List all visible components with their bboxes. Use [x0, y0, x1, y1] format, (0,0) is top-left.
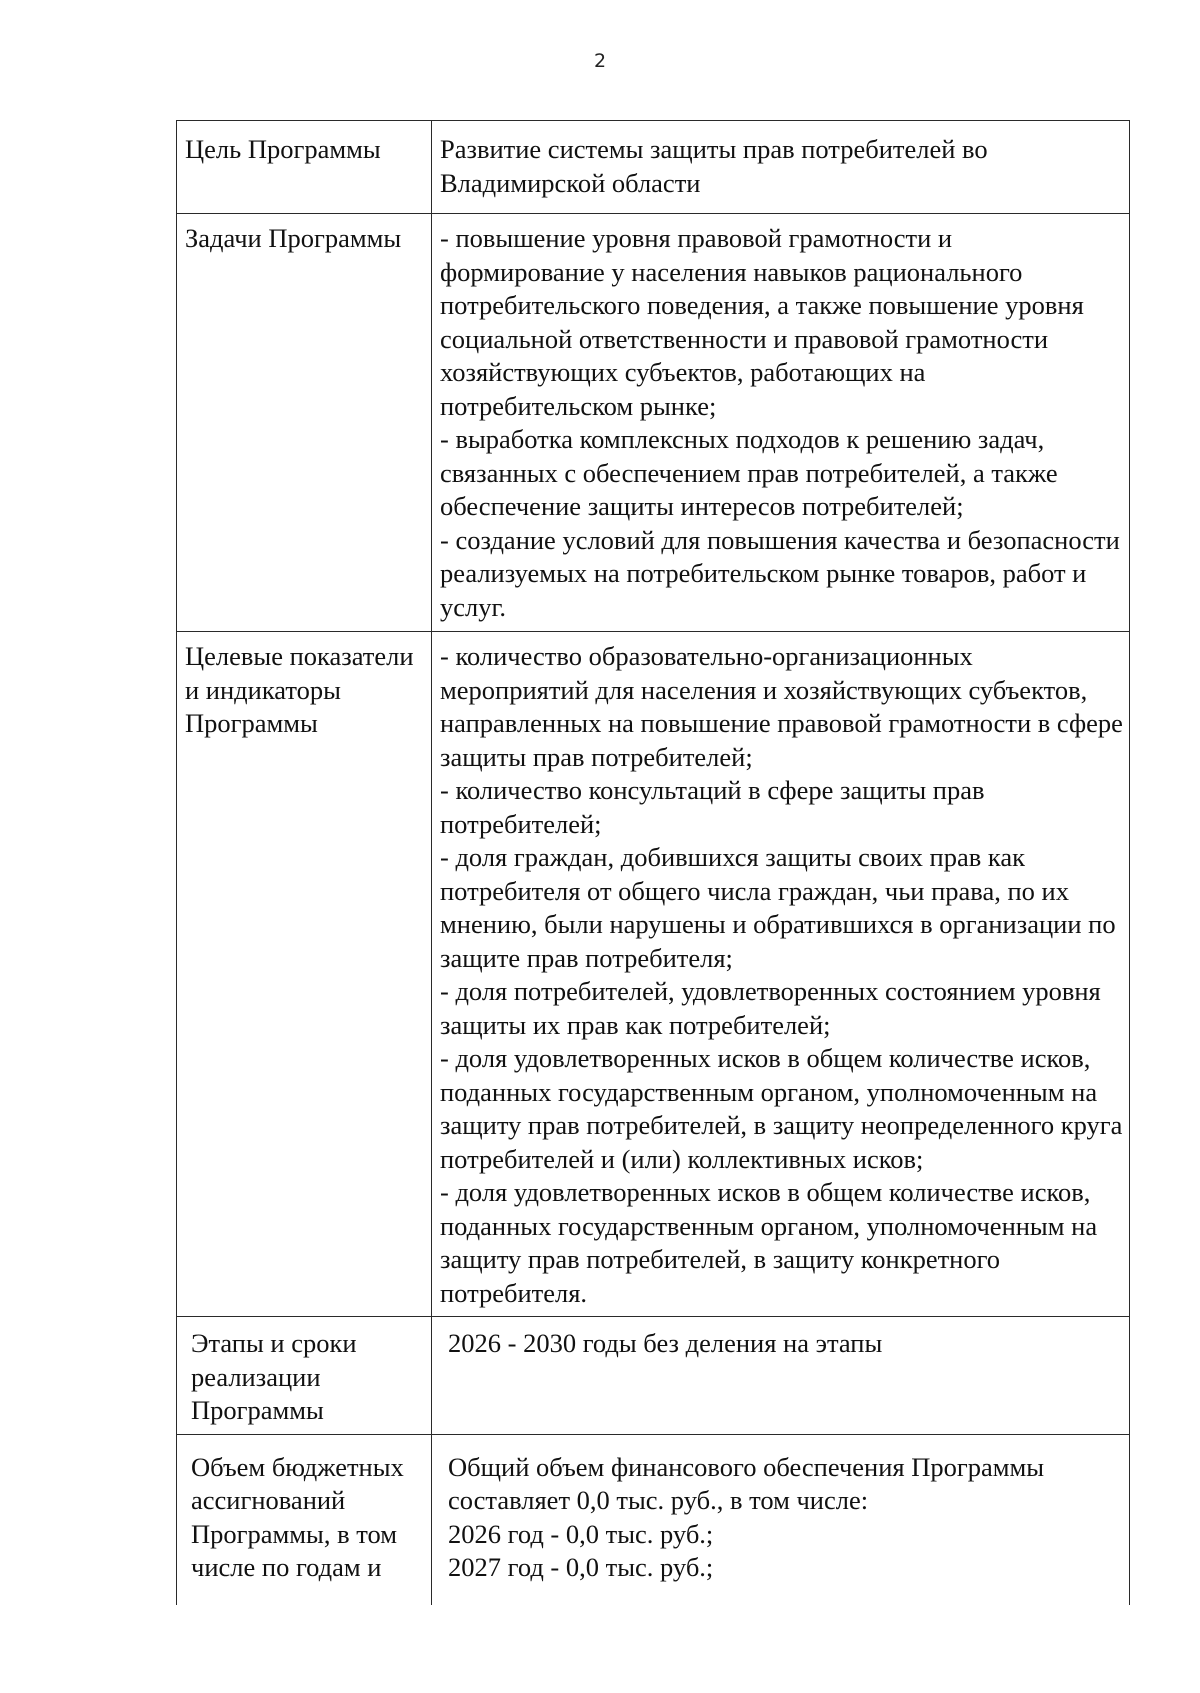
tasks-value [432, 214, 1130, 632]
task-item: - создание условий для повышения качества и безопасности реализуемых на потребительском рынке товаров, работ и услуг. [440, 524, 1120, 622]
indicator-item: - количество образовательно-организационных мероприятий для населения и хозяйствующих субъектов, направленных на повышение правовой грамотности в сфере защиты прав потребителей; [440, 641, 1123, 772]
task-item: - выработка комплексных подходов к решению задач, связанных с обеспечением прав потребителей, а также обеспечение защиты интересов потребителей; [440, 424, 1058, 521]
budget-value [432, 1434, 1130, 1605]
task-item: - повышение уровня правовой грамотности и формирование у населения навыков рационального потребительского поведения, а также повышение уровня социальной ответственности и правовой грамотности хозяйствующих субъектов, работающих на потребительском рынке; [440, 223, 1084, 421]
goal-label: Цель Программы [177, 121, 432, 214]
stages-value: 2026 - 2030 годы без деления на этапы [432, 1317, 1130, 1435]
indicators-value [432, 632, 1130, 1317]
indicator-item: - количество консультаций в сфере защиты прав потребителей; [440, 775, 985, 839]
table-row-tasks [177, 214, 1130, 632]
indicator-item: - доля потребителей, удовлетворенных состоянием уровня защиты их прав как потребителей; [440, 976, 1101, 1040]
budget-line: Общий объем финансового обеспечения Программы составляет 0,0 тыс. руб., в том числе: [448, 1451, 1045, 1515]
table-row-indicators [177, 632, 1130, 1317]
page-number: 2 [593, 50, 607, 72]
budget-line: 2027 год - 0,0 тыс. руб.; [448, 1552, 714, 1582]
indicator-item: - доля удовлетворенных исков в общем количестве исков, поданных государственным органом, уполномоченным на защиту прав потребителей, в защиту конкретного потребителя. [440, 1177, 1098, 1308]
indicator-item: - доля удовлетворенных исков в общем количестве исков, поданных государственным органом, уполномоченным на защиту прав потребителей, в защиту неопределенного круга потребителей и (или) коллективных исков; [440, 1043, 1123, 1174]
program-passport-table [176, 120, 1130, 1605]
table-row-stages [177, 1317, 1130, 1435]
table-row-goal [177, 121, 1130, 214]
table-row-budget [177, 1434, 1130, 1605]
tasks-label: Задачи Программы [177, 214, 432, 632]
indicators-label: Целевые показатели и индикаторы Программы [177, 632, 432, 1317]
indicator-item: - доля граждан, добившихся защиты своих прав как потребителя от общего числа граждан, чьи права, по их мнению, были нарушены и обратившихся в организации по защите прав потребителя; [440, 842, 1116, 973]
budget-label: Объем бюджетных ассигнований Программы, в том числе по годам и [177, 1434, 432, 1605]
stages-label: Этапы и сроки реализации Программы [177, 1317, 432, 1435]
budget-line: 2026 год - 0,0 тыс. руб.; [448, 1518, 714, 1549]
goal-value: Развитие системы защиты прав потребителей во Владимирской области [432, 121, 1130, 214]
